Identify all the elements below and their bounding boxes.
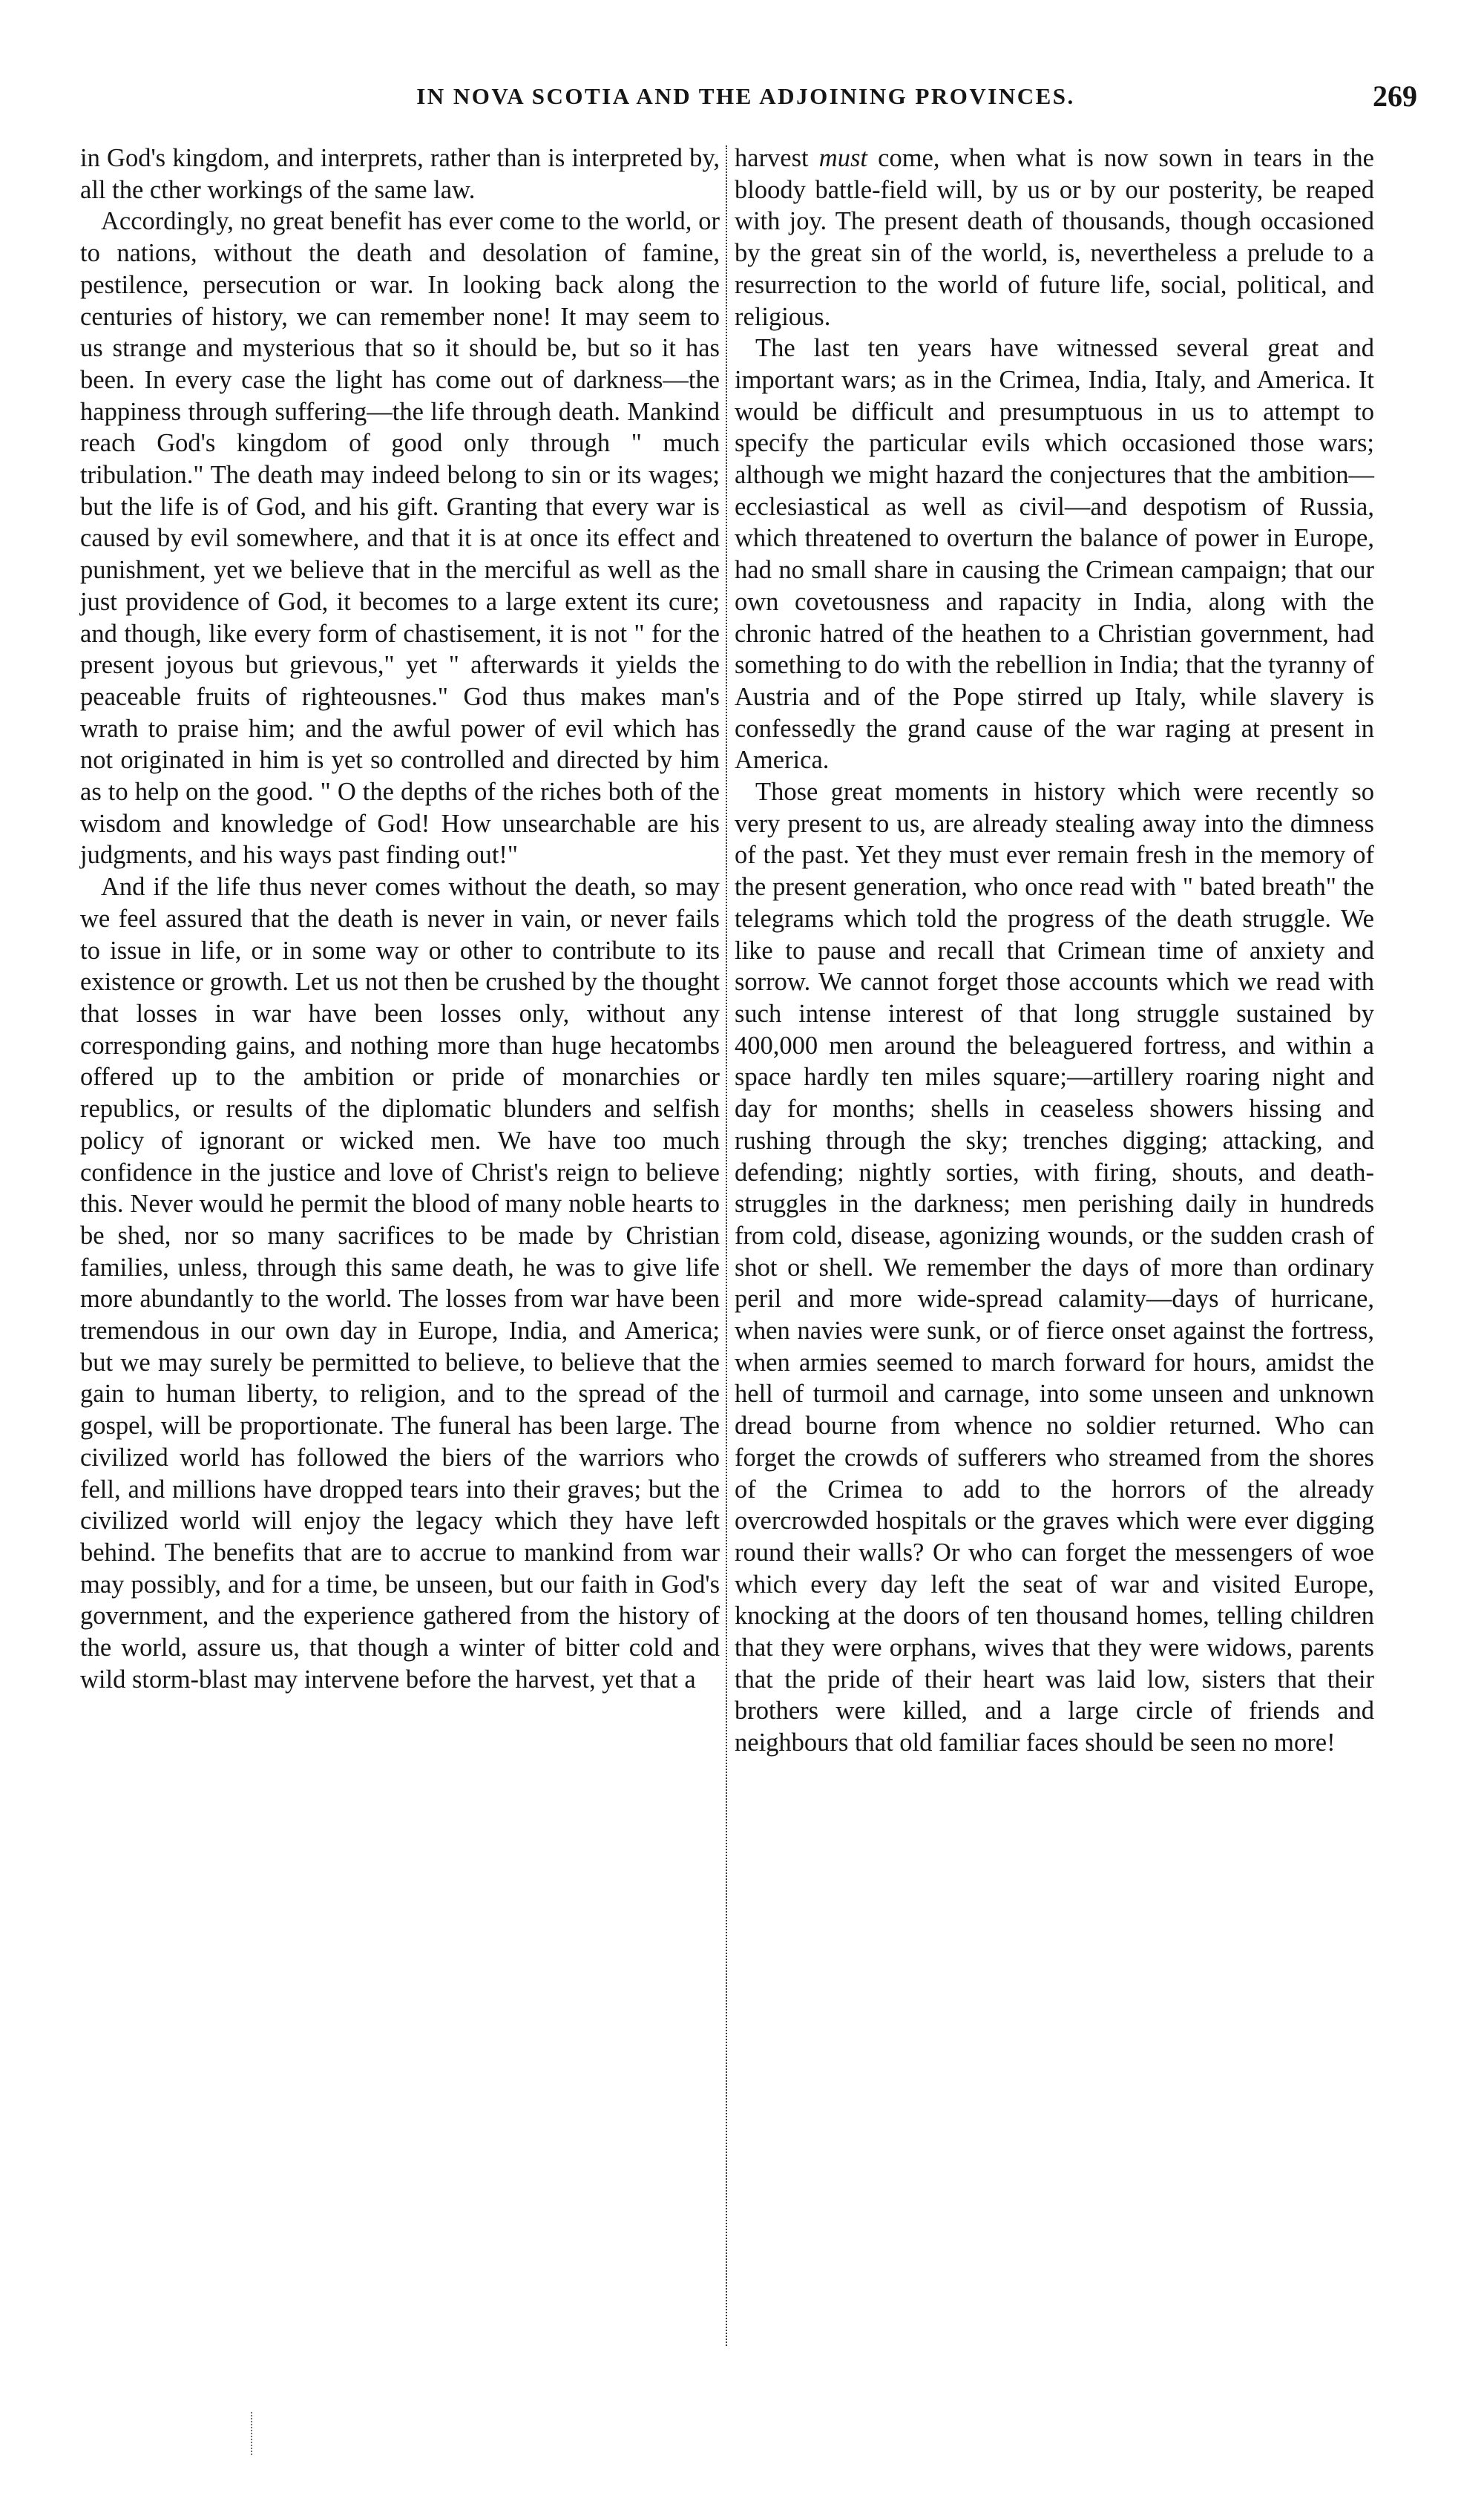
paragraph: Accordingly, no great benefit has ever come to the world, or to nations, without the death and desolation of famine, pestilence, persecution or war. In looking back along the centuries of history, we can remember none! It may seem to us strange and mysterious that so it should be, but so it has been. In every case the light has come out of darkness—the happiness through suffering—the life through death. Mankind reach God's kingdom of good only through " much tribulation." The death may indeed belong to sin or its wages; but the life is of God, and his gift. Granting that every war is caused by evil somewhere, and that it is at once its effect and punishment, yet we believe that in the merciful as well as the just providence of God, it becomes to a large extent its cure; and though, like every form of chastisement, it is not " for the present joyous but grievous," yet " afterwards it yields the peaceable fruits of righteousnes." God thus makes man's wrath to praise him; and the awful power of evil which has not originated in him is yet so controlled and directed by him as to help on the good. " O the depths of the riches both of the wisdom and knowledge of God! How unsearchable are his judgments, and his ways past finding out!" bbox=[80, 207, 720, 870]
paragraph-text: harvest bbox=[735, 144, 819, 172]
paragraph: in God's kingdom, and interprets, rather than is interpreted by, all the cther workings of the same law. bbox=[80, 144, 720, 204]
paragraph: The last ten years have witnessed several great and important wars; as in the Crimea, India, Italy, and America. It would be difficult and presumptuous in us to attempt to specify the particular evils which occasioned those wars; although we might hazard the conjectures that the ambition—ecclesiastical as well as civil—and despotism of Russia, which threatened to overturn the balance of power in Europe, had no small share in causing the Crimean campaign; that our own covetousness and rapacity in India, along with the chronic hatred of the heathen to a Christian government, had something to do with the rebellion in India; that the tyranny of Austria and of the Pope stirred up Italy, while slavery is confessedly the grand cause of the war raging at present in America. bbox=[735, 334, 1374, 775]
running-head bbox=[74, 79, 1417, 126]
print-mark bbox=[251, 2412, 252, 2455]
left-column bbox=[80, 142, 720, 1695]
paragraph: And if the life thus never comes without the death, so may we feel assured that the death is never in vain, or never fails to issue in life, or in some way or other to contribute to its existence or growth. Let us not then be crushed by the thought that losses in war have been losses only, without any corresponding gains, and nothing more than huge hecatombs offered up to the ambition or pride of monarchies or republics, or results of the diplomatic blunders and selfish policy of ignorant or wicked men. We have too much confidence in the justice and love of Christ's reign to believe this. Never would he permit the blood of many noble hearts to be shed, nor so many sacrifices to be made by Christian families, unless, through this same death, he was to give life more abundantly to the world. The losses from war have been tremendous in our own day in Europe, India, and America; but we may surely be permitted to believe, to believe that the gain to human liberty, to religion, and to the spread of the gospel, will be proportionate. The funeral has been large. The civilized world has followed the biers of the warriors who fell, and millions have dropped tears into their graves; but the civilized world will enjoy the legacy which they have left behind. The benefits that are to accrue to mankind from war may possibly, and for a time, be unseen, but our faith in God's government, and the experience gathered from the history of the world, assure us, that though a winter of bitter cold and wild storm-blast may intervene before the harvest, yet that a bbox=[80, 873, 720, 1694]
right-column bbox=[735, 142, 1374, 1759]
paragraph-text: come, when what is now sown in tears in the bloody battle-field will, by us or by our posterity, be reaped with joy. The present death of thousands, though occasioned by the great sin of the world, is, nevertheless a prelude to a resurrection to the world of future life, social, political, and religious. bbox=[735, 144, 1374, 331]
paragraph: Those great moments in history which were recently so very present to us, are already stealing away into the dimness of the past. Yet they must ever remain fresh in the memory of the present generation, who once read with " bated breath" the telegrams which told the progress of the death struggle. We like to pause and recall that Crimean time of anxiety and sorrow. We cannot forget those accounts which we read with such intense interest of that long struggle sustained by 400,000 men around the beleaguered fortress, and within a space hardly ten miles square;—artillery roaring night and day for months; shells in ceaseless showers hissing and rushing through the sky; trenches digging; attacking, and defending; nightly sorties, with firing, shouts, and death-struggles in the darkness; men perishing daily in hundreds from cold, disease, agonizing wounds, or the sudden crash of shot or shell. We remember the days of more than ordinary peril and more wide-spread calamity—days of hurricane, when navies were sunk, or of fierce onset against the fortress, when armies seemed to march forward for hours, amidst the hell of turmoil and carnage, into some unseen and unknown dread bourne from whence no soldier returned. Who can forget the crowds of sufferers who streamed from the shores of the Crimea to add to the horrors of the already overcrowded hospitals or the graves which were ever digging round their walls? Or who can forget the messengers of woe which every day left the seat of war and visited Europe, knocking at the doors of ten thousand homes, telling children that they were orphans, wives that they were widows, parents that the pride of their heart was laid low, sisters that their brothers were killed, and a large circle of friends and neighbours that old familiar faces should be seen no more! bbox=[735, 778, 1374, 1757]
paragraph bbox=[735, 142, 1374, 332]
running-title: IN NOVA SCOTIA AND THE ADJOINING PROVINCES. bbox=[416, 83, 1075, 109]
emphasis: must bbox=[818, 144, 867, 172]
page-number: 269 bbox=[1373, 79, 1417, 113]
column-rule bbox=[726, 145, 727, 2346]
